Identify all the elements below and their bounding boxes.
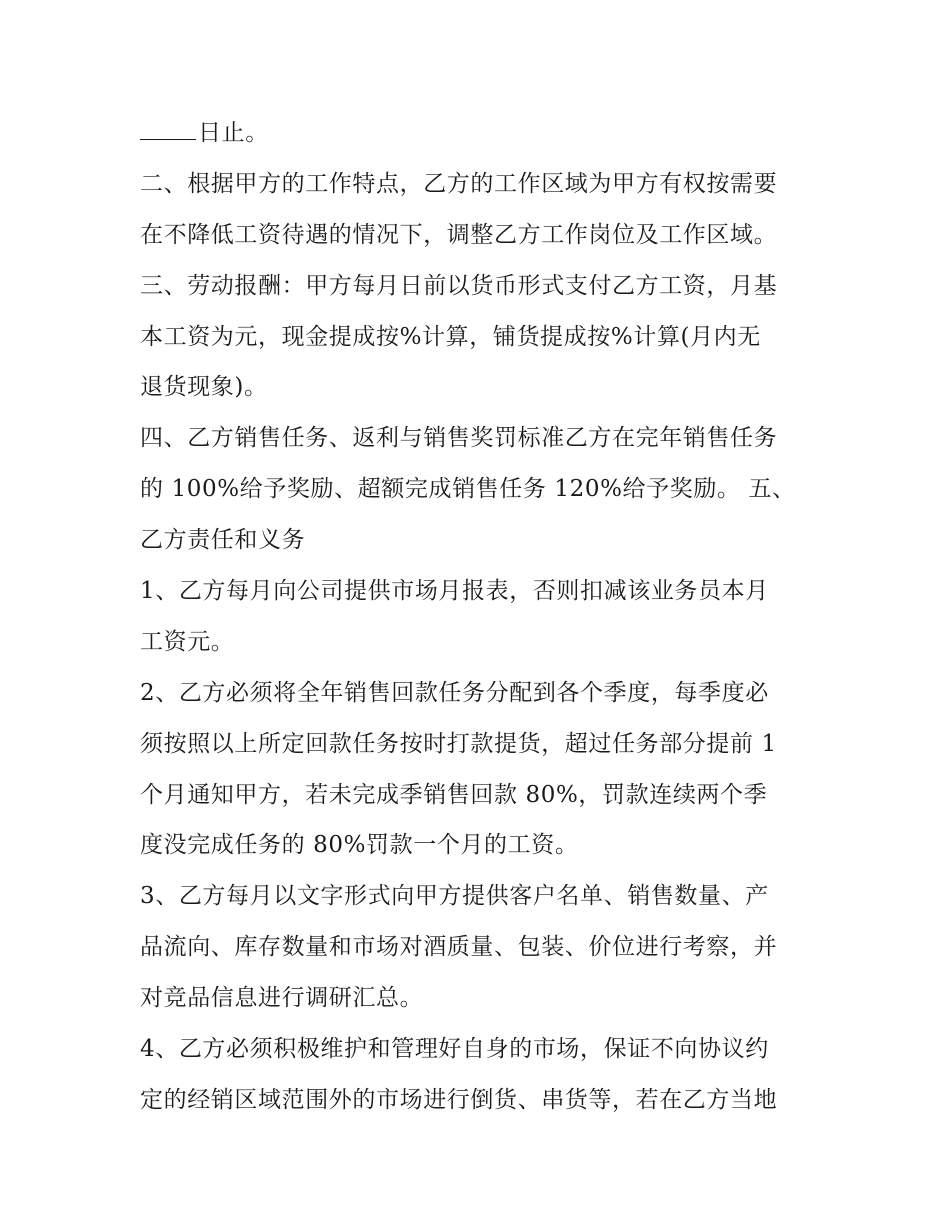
text-line: 度没完成任务的 80%罚款一个月的工资。: [140, 832, 579, 859]
text-line: 二、根据甲方的工作特点，乙方的工作区域为甲方有权按需要: [140, 170, 778, 197]
text-line: 个月通知甲方，若未完成季销售回款 80%，罚款连续两个季: [140, 781, 768, 808]
text-line: 须按照以上所定回款任务按时打款提货，超过任务部分提前 1: [140, 730, 777, 757]
text-line: 四、乙方销售任务、返利与销售奖罚标准乙方在完年销售任务: [140, 425, 778, 452]
text-line: 本工资为元，现金提成按%计算，铺货提成按%计算(月内无: [140, 323, 761, 350]
text-line: 3、乙方每月以文字形式向甲方提供客户名单、销售数量、产: [140, 883, 769, 910]
text-line-content: 日止。: [198, 120, 269, 146]
contract-text: [140, 108, 820, 1126]
text-line: 2、乙方必须将全年销售回款任务分配到各个季度，每季度必: [140, 679, 769, 706]
text-line: 乙方责任和义务: [140, 527, 306, 554]
fill-in-blank: [140, 117, 196, 140]
text-line: 的 100%给予奖励、超额完成销售任务 120%给予奖励。 五、: [140, 476, 796, 503]
text-line: [140, 108, 820, 159]
text-line: 对竞品信息进行调研汇总。: [140, 985, 424, 1012]
text-line: 1、乙方每月向公司提供市场月报表，否则扣减该业务员本月: [140, 578, 769, 605]
text-line: 退货现象)。: [140, 374, 268, 401]
text-line: 工资元。: [140, 628, 235, 655]
text-line: 在不降低工资待遇的情况下，调整乙方工作岗位及工作区域。: [140, 221, 778, 248]
text-line: 4、乙方必须积极维护和管理好自身的市场，保证不向协议约: [140, 1036, 769, 1063]
text-line: 定的经销区域范围外的市场进行倒货、串货等，若在乙方当地: [140, 1086, 778, 1113]
text-line: 品流向、库存数量和市场对酒质量、包装、价位进行考察，并: [140, 934, 778, 961]
text-line: 三、劳动报酬：甲方每月日前以货币形式支付乙方工资，月基: [140, 272, 778, 299]
